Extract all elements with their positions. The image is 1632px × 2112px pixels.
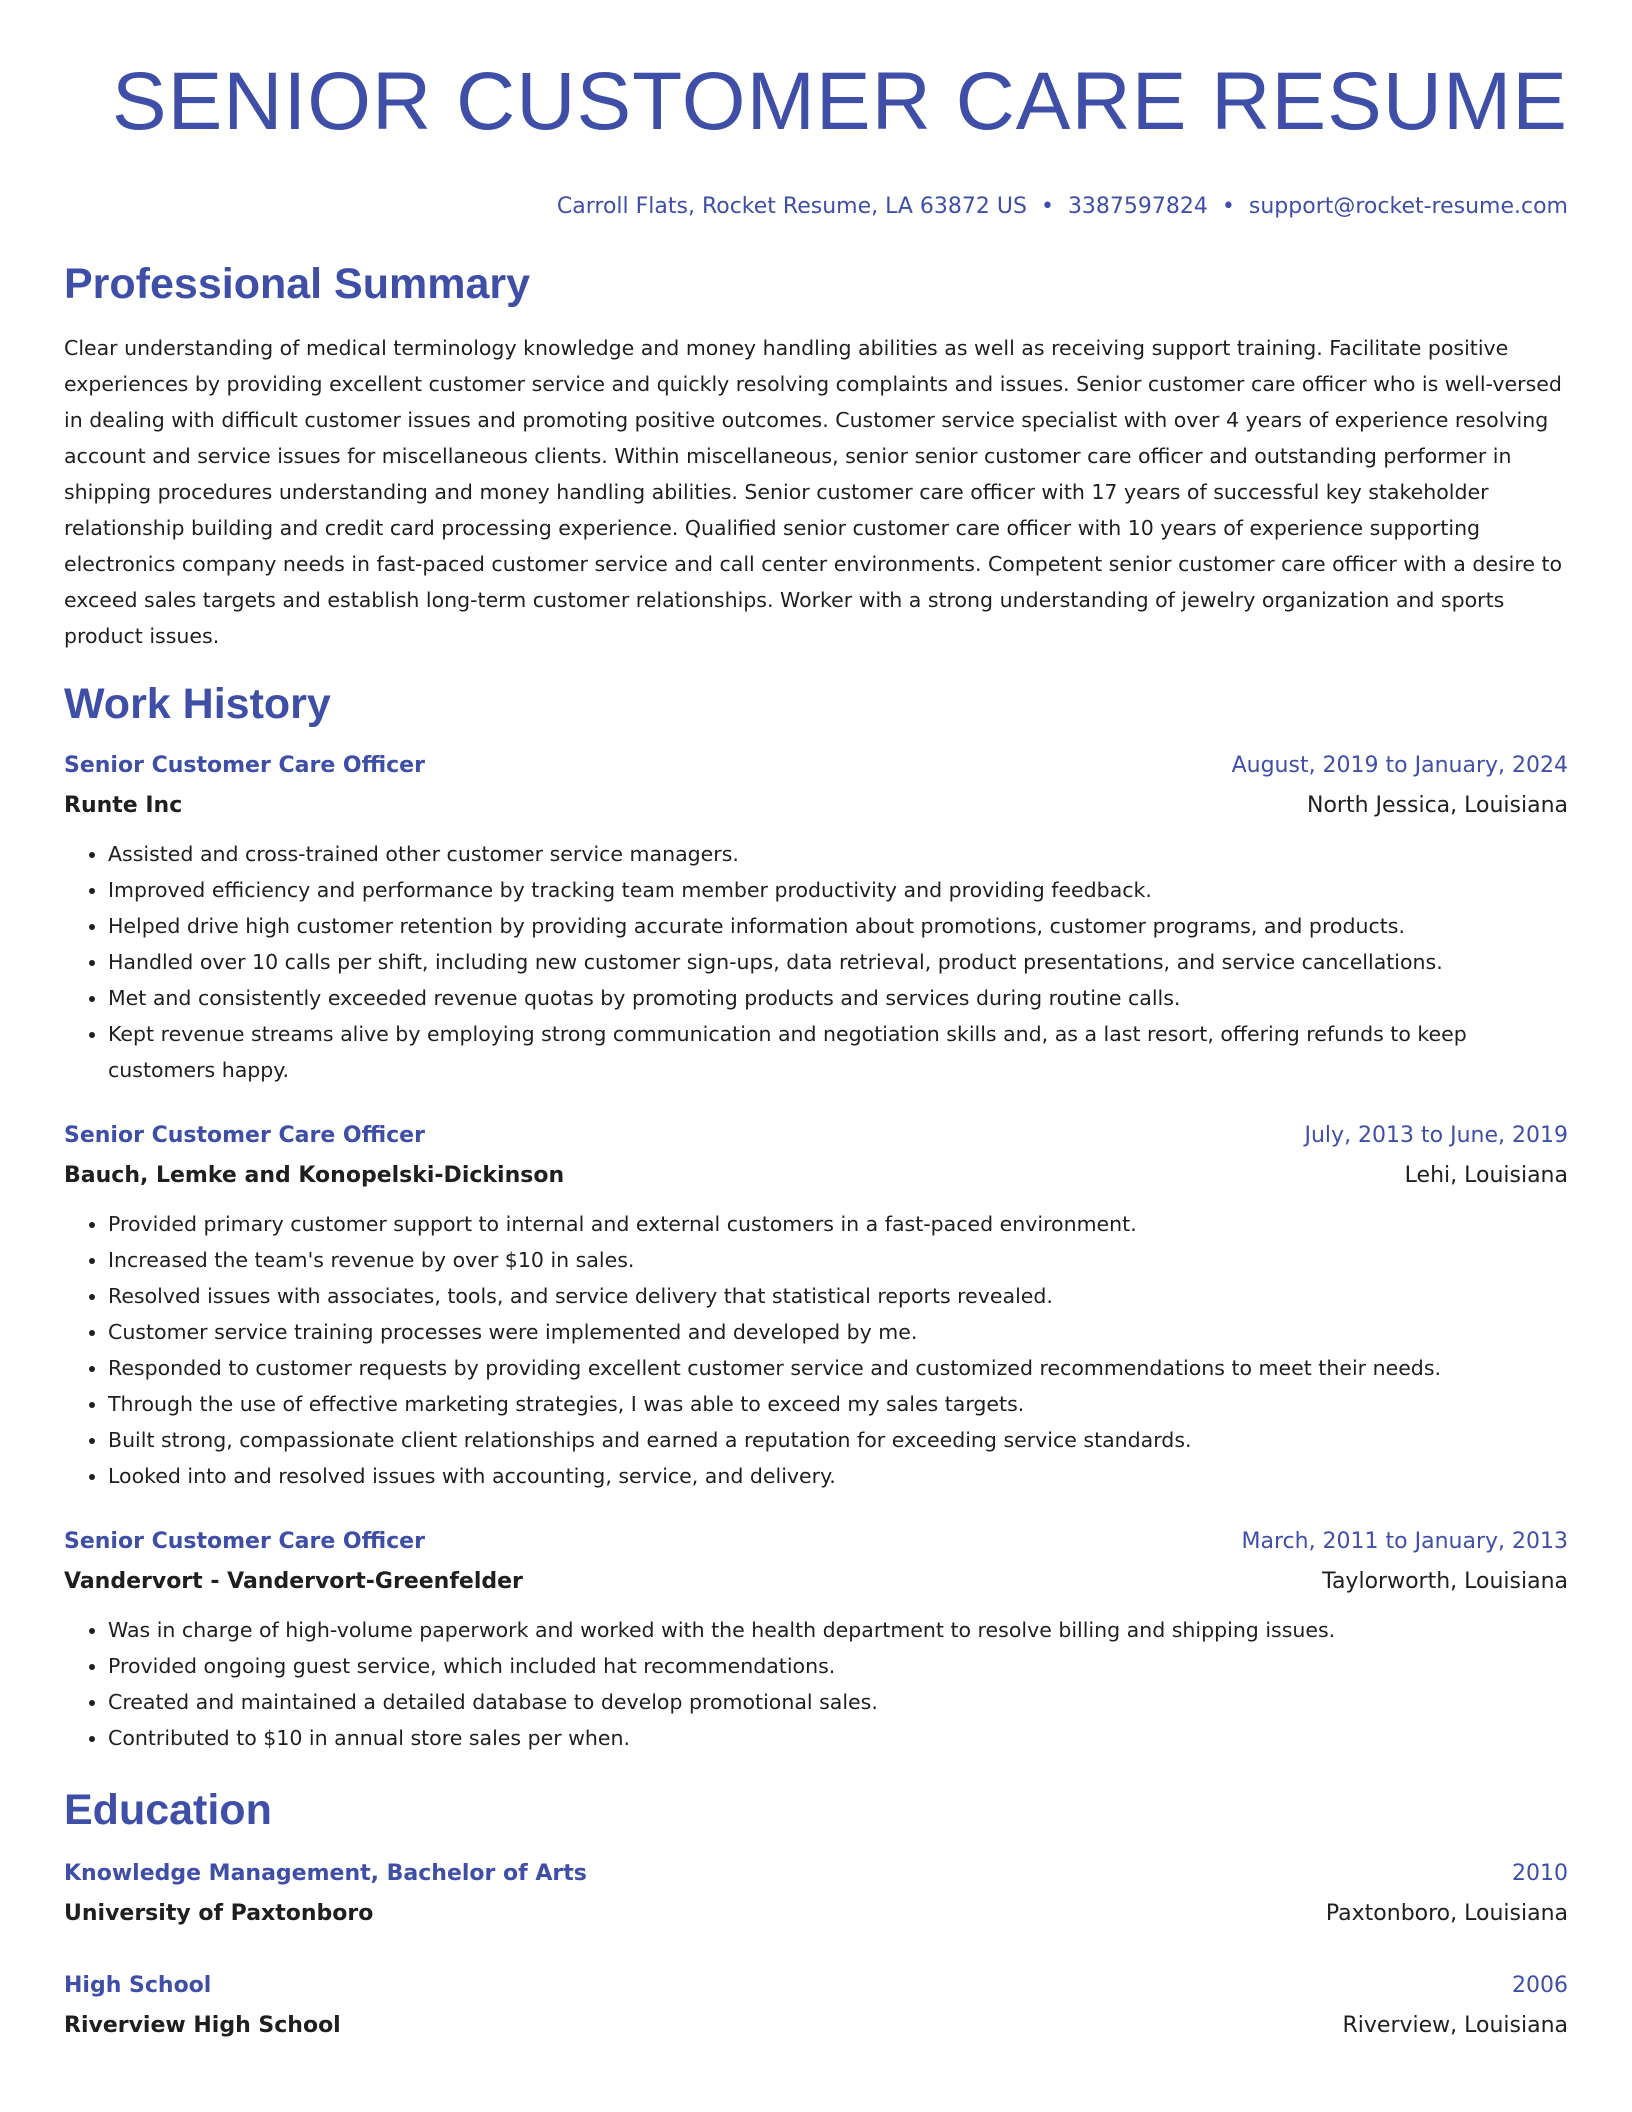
- contact-phone: 3387597824: [1067, 194, 1208, 219]
- contact-separator: •: [1221, 194, 1235, 219]
- job-role: Senior Customer Care Officer: [64, 1529, 425, 1554]
- education-entry: [64, 1968, 1568, 2044]
- education-degree: Knowledge Management, Bachelor of Arts: [64, 1861, 587, 1886]
- job-bullet: • Handled over 10 calls per shift, including new customer sign-ups, data retrieval, product presentations, and service cancellations.: [108, 944, 1568, 980]
- job-bullet: • Looked into and resolved issues with accounting, service, and delivery.: [108, 1458, 1568, 1494]
- job-bullet: • Contributed to $10 in annual store sales per when.: [108, 1720, 1568, 1756]
- section-title-summary: Professional Summary: [64, 260, 531, 308]
- job-bullets: [64, 1206, 1568, 1494]
- job-bullet: • Was in charge of high-volume paperwork and worked with the health department to resolve billing and shipping issues.: [108, 1612, 1568, 1648]
- education-degree: High School: [64, 1973, 212, 1998]
- education-location: Riverview, Louisiana: [1342, 2013, 1568, 2038]
- education-year: 2010: [1512, 1861, 1568, 1886]
- job-entry: [64, 748, 1568, 1088]
- job-location: North Jessica, Louisiana: [1306, 793, 1568, 818]
- job-bullet: • Assisted and cross-trained other customer service managers.: [108, 836, 1568, 872]
- job-bullet: • Kept revenue streams alive by employing strong communication and negotiation skills and, as a last resort, offering refunds to keep customers happy.: [108, 1016, 1568, 1088]
- job-bullet: • Met and consistently exceeded revenue quotas by promoting products and services during routine calls.: [108, 980, 1568, 1016]
- contact-separator: •: [1040, 194, 1054, 219]
- job-bullet: • Provided ongoing guest service, which included hat recommendations.: [108, 1648, 1568, 1684]
- job-bullet: • Through the use of effective marketing strategies, I was able to exceed my sales targets.: [108, 1386, 1568, 1422]
- job-bullet: • Customer service training processes were implemented and developed by me.: [108, 1314, 1568, 1350]
- job-bullet: • Helped drive high customer retention by providing accurate information about promotions, customer programs, and products.: [108, 908, 1568, 944]
- education-location: Paxtonboro, Louisiana: [1325, 1901, 1568, 1926]
- section-title-education: Education: [64, 1786, 272, 1834]
- contact-email: support@rocket-resume.com: [1248, 194, 1568, 219]
- job-bullets: [64, 836, 1568, 1088]
- education-entry: [64, 1856, 1568, 1932]
- resume-title: SENIOR CUSTOMER CARE RESUME: [111, 56, 1568, 147]
- job-bullets: [64, 1612, 1568, 1756]
- education-school: University of Paxtonboro: [64, 1901, 374, 1926]
- job-company: Vandervort - Vandervort-Greenfelder: [64, 1569, 523, 1594]
- summary-text: Clear understanding of medical terminology knowledge and money handling abilities as well as receiving support training. Facilitate positive experiences by providing excellent customer service and quickly resolving complaints and issues. Senior customer care officer who is well-versed in dealing with difficult customer issues and promoting positive outcomes. Customer service specialist with over 4 years of experience resolving account and service issues for miscellaneous clients. Within miscellaneous, senior senior customer care officer and outstanding performer in shipping procedures understanding and money handling abilities. Senior customer care officer with 17 years of successful key stakeholder relationship building and credit card processing experience. Qualified senior customer care officer with 10 years of experience supporting electronics company needs in fast-paced customer service and call center environments. Competent senior customer care officer with a desire to exceed sales targets and establish long-term customer relationships. Worker with a strong understanding of jewelry organization and sports product issues.: [64, 336, 1563, 648]
- job-bullet: • Resolved issues with associates, tools, and service delivery that statistical reports revealed.: [108, 1278, 1568, 1314]
- contact-address: Carroll Flats, Rocket Resume, LA 63872 US: [556, 194, 1027, 219]
- section-title-work-history: Work History: [64, 680, 331, 728]
- job-bullet: • Provided primary customer support to internal and external customers in a fast-paced environment.: [108, 1206, 1568, 1242]
- job-bullet: • Created and maintained a detailed database to develop promotional sales.: [108, 1684, 1568, 1720]
- education-year: 2006: [1512, 1973, 1568, 1998]
- education-school: Riverview High School: [64, 2013, 341, 2038]
- job-bullet: • Built strong, compassionate client relationships and earned a reputation for exceeding service standards.: [108, 1422, 1568, 1458]
- job-bullet: • Improved efficiency and performance by tracking team member productivity and providing feedback.: [108, 872, 1568, 908]
- resume-header: [64, 0, 1568, 222]
- job-company: Bauch, Lemke and Konopelski-Dickinson: [64, 1163, 565, 1188]
- job-entry: [64, 1524, 1568, 1756]
- job-dates: July, 2013 to June, 2019: [1304, 1123, 1568, 1148]
- job-dates: August, 2019 to January, 2024: [1231, 753, 1568, 778]
- job-bullet: • Increased the team's revenue by over $10 in sales.: [108, 1242, 1568, 1278]
- job-dates: March, 2011 to January, 2013: [1241, 1529, 1568, 1554]
- job-company: Runte Inc: [64, 793, 183, 818]
- job-location: Lehi, Louisiana: [1404, 1163, 1568, 1188]
- job-role: Senior Customer Care Officer: [64, 753, 425, 778]
- job-role: Senior Customer Care Officer: [64, 1123, 425, 1148]
- job-location: Taylorworth, Louisiana: [1322, 1569, 1568, 1594]
- job-entry: [64, 1118, 1568, 1494]
- contact-line: [64, 192, 1568, 222]
- job-bullet: • Responded to customer requests by providing excellent customer service and customized recommendations to meet their needs.: [108, 1350, 1568, 1386]
